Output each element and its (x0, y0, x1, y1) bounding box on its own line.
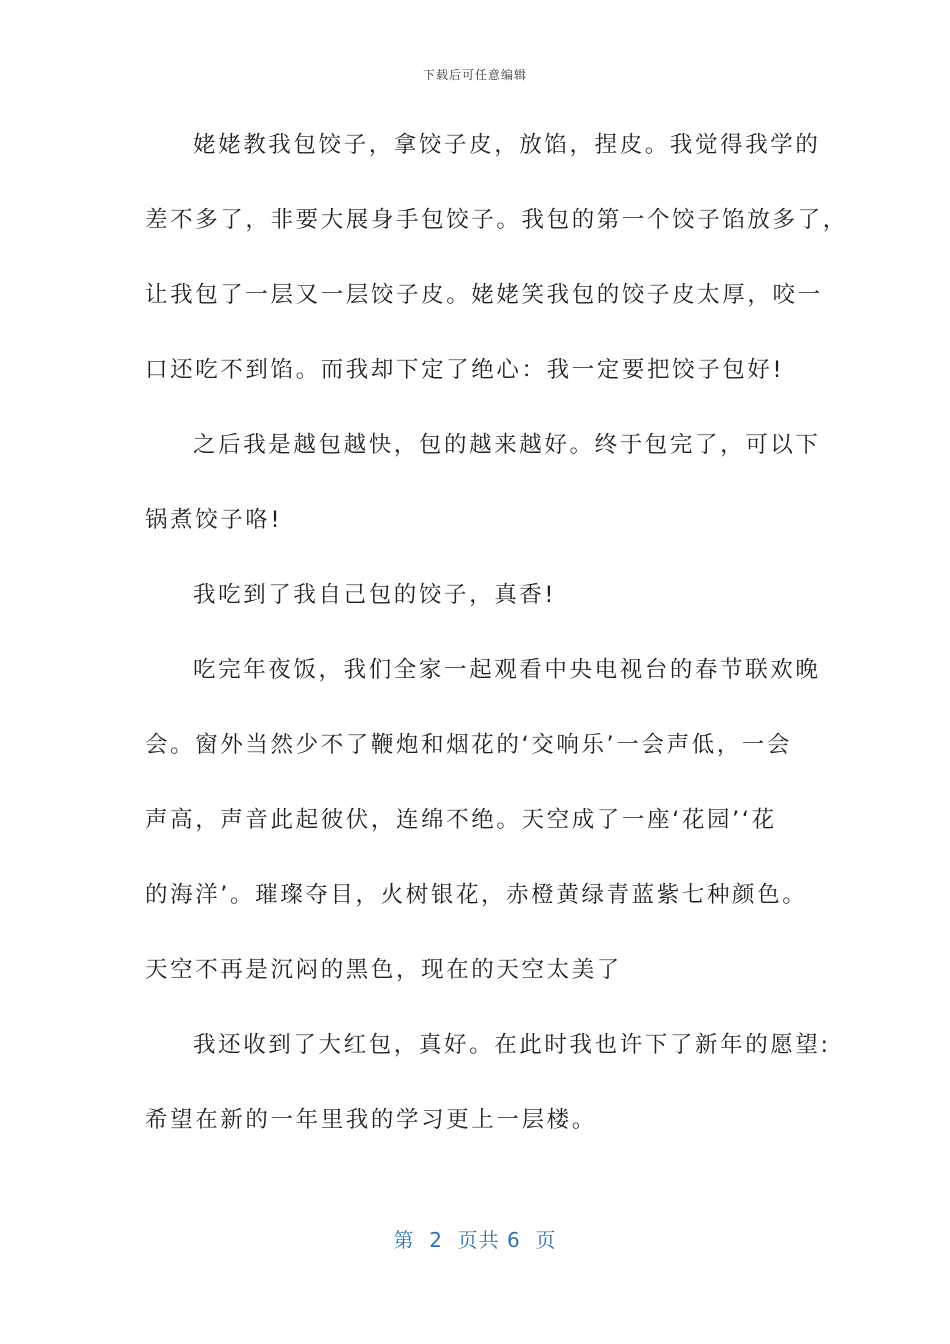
body-text (145, 125, 848, 1175)
paragraph-line: 锅煮饺子咯! (145, 507, 283, 533)
paragraph-line: 差不多了，非要大展身手包饺子。我包的第一个饺子馅放多了， (145, 207, 848, 233)
paragraph-line: 声高，声音此起彼伏，连绵不绝。天空成了一座‘花园’‘花 (145, 807, 777, 833)
paragraph-line: 让我包了一层又一层饺子皮。姥姥笑我包的饺子皮太厚，咬一 (145, 282, 823, 308)
paragraph-line: 我还收到了大红包，真好。在此时我也许下了新年的愿望: (193, 1032, 831, 1058)
paragraph-line: 的海洋’。璀璨夺目，火树银花，赤橙黄绿青蓝紫七种颜色。 (145, 882, 808, 908)
header-note: 下载后可任意编辑 (422, 68, 527, 82)
paragraph-line: 我吃到了我自己包的饺子，真香! (193, 582, 557, 608)
paragraph-line: 吃完年夜饭，我们全家一起观看中央电视台的春节联欢晚 (193, 657, 821, 683)
paragraph-line: 之后我是越包越快，包的越来越好。终于包完了，可以下 (193, 432, 821, 458)
paragraph-line: 姥姥教我包饺子，拿饺子皮，放馅，捏皮。我觉得我学的 (193, 132, 821, 158)
paragraph-line: 希望在新的一年里我的学习更上一层楼。 (145, 1107, 597, 1133)
paragraph-line: 口还吃不到馅。而我却下定了绝心：我一定要把饺子包好! (145, 357, 785, 383)
paragraph-line: 天空不再是沉闷的黑色，现在的天空太美了 (145, 957, 622, 983)
page-number-footer: 第 2 页共 6 页 (393, 1228, 557, 1252)
paragraph-line: 会。窗外当然少不了鞭炮和烟花的‘交响乐’一会声低，一会 (145, 732, 793, 758)
